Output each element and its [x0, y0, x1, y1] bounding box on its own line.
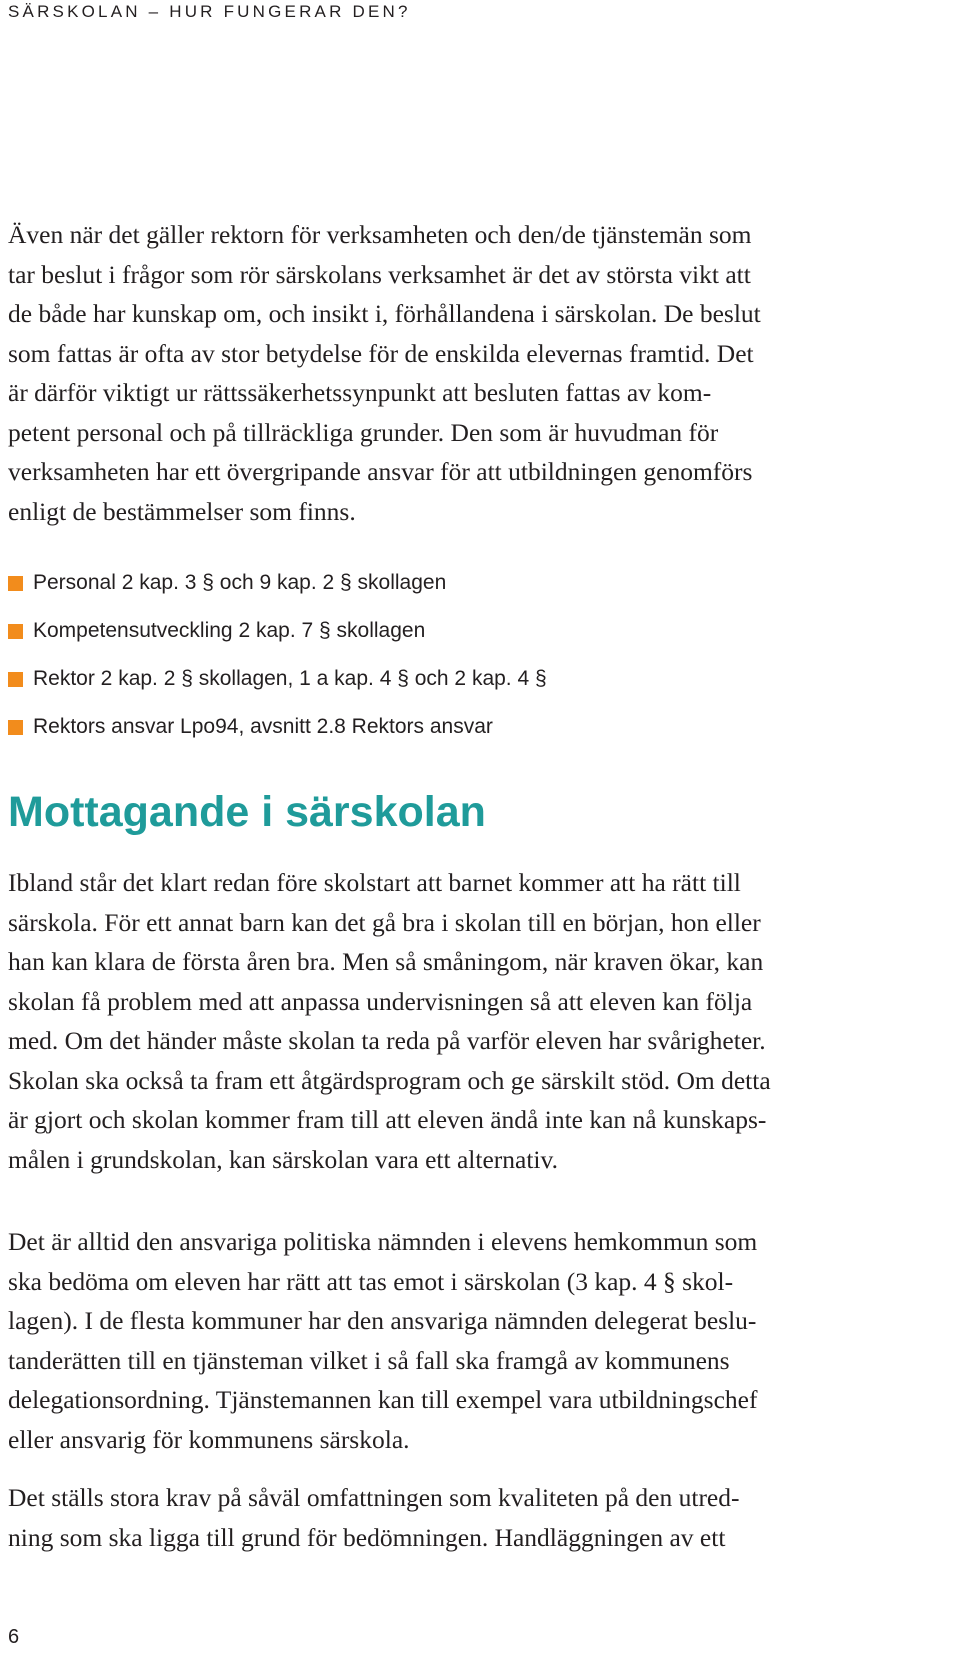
- square-bullet-icon: [8, 672, 23, 687]
- paragraph-namnd: [8, 1222, 938, 1459]
- paragraph-rektor-ansvar: [8, 215, 938, 531]
- text-line: Skolan ska också ta fram ett åtgärdsprogram och ge särskilt stöd. Om detta: [8, 1065, 771, 1095]
- page-number: 6: [8, 1626, 20, 1648]
- reference-item: [8, 655, 547, 703]
- text-line: ning som ska ligga till grund för bedömningen. Handläggningen av ett: [8, 1522, 726, 1552]
- text-line: enligt de bestämmelser som finns.: [8, 496, 356, 526]
- reference-list: [8, 559, 547, 751]
- text-line: tar beslut i frågor som rör särskolans verksamhet är det av största vikt att: [8, 259, 751, 289]
- text-line: är därför viktigt ur rättssäkerhetssynpunkt att besluten fattas av kom-: [8, 378, 712, 407]
- paragraph-utredning: [8, 1478, 938, 1557]
- text-line: är gjort och skolan kommer fram till att eleven ändå inte kan nå kunskaps-: [8, 1105, 767, 1134]
- text-line: de både har kunskap om, och insikt i, förhållandena i särskolan. De beslut: [8, 299, 761, 328]
- reference-text: Kompetensutveckling 2 kap. 7 § skollagen: [33, 619, 426, 642]
- reference-item: [8, 607, 547, 655]
- reference-text: Personal 2 kap. 3 § och 9 kap. 2 § skollagen: [33, 571, 447, 594]
- text-line: verksamheten har ett övergripande ansvar för att utbildningen genomförs: [8, 457, 753, 486]
- text-line: som fattas är ofta av stor betydelse för de enskilda elevernas framtid. Det: [8, 338, 754, 368]
- text-line: Det ställs stora krav på såväl omfattningen som kvaliteten på den utred-: [8, 1483, 740, 1512]
- reference-item: [8, 703, 547, 751]
- reference-text: Rektors ansvar Lpo94, avsnitt 2.8 Rektors ansvar: [33, 715, 493, 738]
- text-line: eller ansvarig för kommunens särskola.: [8, 1424, 410, 1454]
- text-line: delegationsordning. Tjänstemannen kan till exempel vara utbildningschef: [8, 1385, 758, 1414]
- reference-text: Rektor 2 kap. 2 § skollagen, 1 a kap. 4 § och 2 kap. 4 §: [33, 667, 547, 690]
- square-bullet-icon: [8, 720, 23, 735]
- paragraph-mottagande: [8, 863, 938, 1179]
- text-line: skolan få problem med att anpassa undervisningen så att eleven kan följa: [8, 986, 753, 1016]
- text-line: Även när det gäller rektorn för verksamheten och den/de tjänstemän som: [8, 220, 752, 249]
- running-head: SÄRSKOLAN – HUR FUNGERAR DEN?: [8, 2, 411, 21]
- section-heading: Mottagande i särskolan: [8, 788, 486, 836]
- text-line: petent personal och på tillräckliga grunder. Den som är huvudman för: [8, 417, 719, 447]
- text-line: han kan klara de första åren bra. Men så småningom, när kraven ökar, kan: [8, 947, 764, 976]
- text-line: ska bedöma om eleven har rätt att tas emot i särskolan (3 kap. 4 § skol-: [8, 1266, 734, 1296]
- text-line: Det är alltid den ansvariga politiska nämnden i elevens hemkommun som: [8, 1227, 758, 1256]
- square-bullet-icon: [8, 576, 23, 591]
- reference-item: [8, 559, 547, 607]
- text-line: målen i grundskolan, kan särskolan vara ett alternativ.: [8, 1144, 558, 1174]
- text-line: med. Om det händer måste skolan ta reda på varför eleven har svårigheter.: [8, 1026, 766, 1055]
- text-line: tanderätten till en tjänsteman vilket i så fall ska framgå av kommunens: [8, 1345, 730, 1375]
- text-line: Ibland står det klart redan före skolstart att barnet kommer att ha rätt till: [8, 868, 741, 897]
- square-bullet-icon: [8, 624, 23, 639]
- text-line: särskola. För ett annat barn kan det gå bra i skolan till en början, hon eller: [8, 907, 761, 937]
- text-line: lagen). I de flesta kommuner har den ansvariga nämnden delegerat beslu-: [8, 1306, 757, 1335]
